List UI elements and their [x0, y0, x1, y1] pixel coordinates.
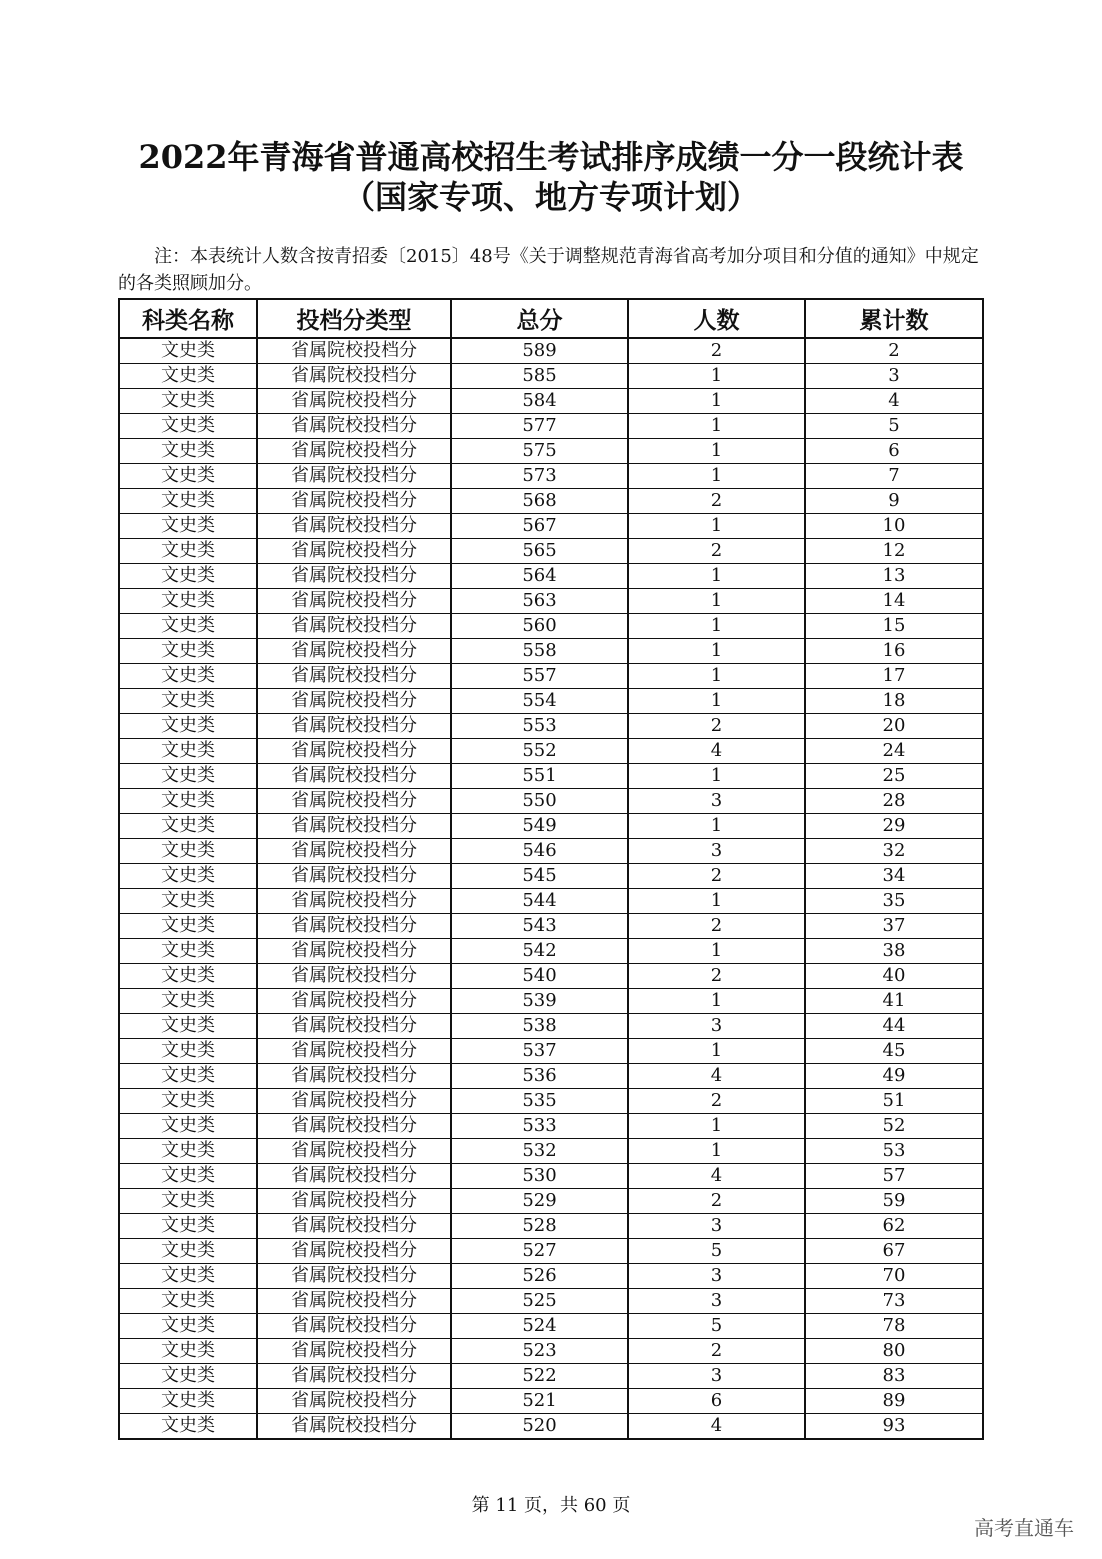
table-row — [119, 1289, 983, 1314]
table-row — [119, 789, 983, 814]
cell-count: 3 — [628, 1289, 805, 1314]
cell-total-score: 558 — [451, 639, 628, 664]
table-row — [119, 1039, 983, 1064]
cell-cumulative: 2 — [805, 338, 983, 364]
cell-category: 文史类 — [119, 1314, 257, 1339]
cell-category: 文史类 — [119, 1164, 257, 1189]
score-table — [118, 298, 984, 1440]
cell-category: 文史类 — [119, 689, 257, 714]
table-row — [119, 614, 983, 639]
cell-count: 5 — [628, 1314, 805, 1339]
page-subtitle: （国家专项、地方专项计划） — [342, 178, 759, 216]
cell-category: 文史类 — [119, 1114, 257, 1139]
cell-score-type: 省属院校投档分 — [257, 389, 451, 414]
cell-category: 文史类 — [119, 914, 257, 939]
cell-score-type: 省属院校投档分 — [257, 589, 451, 614]
cell-category: 文史类 — [119, 1064, 257, 1089]
cell-cumulative: 34 — [805, 864, 983, 889]
cell-category: 文史类 — [119, 514, 257, 539]
page-title: 2022年青海省普通高校招生考试排序成绩一分一段统计表 — [138, 138, 964, 176]
table-row — [119, 764, 983, 789]
cell-category: 文史类 — [119, 1339, 257, 1364]
cell-score-type: 省属院校投档分 — [257, 1364, 451, 1389]
cell-category: 文史类 — [119, 364, 257, 389]
cell-category: 文史类 — [119, 889, 257, 914]
cell-total-score: 528 — [451, 1214, 628, 1239]
table-row — [119, 539, 983, 564]
table-row — [119, 1364, 983, 1389]
table-row — [119, 864, 983, 889]
cell-category: 文史类 — [119, 1189, 257, 1214]
cell-count: 2 — [628, 338, 805, 364]
cell-count: 1 — [628, 614, 805, 639]
cell-score-type: 省属院校投档分 — [257, 639, 451, 664]
cell-total-score: 544 — [451, 889, 628, 914]
cell-count: 1 — [628, 664, 805, 689]
cell-score-type: 省属院校投档分 — [257, 1189, 451, 1214]
cell-score-type: 省属院校投档分 — [257, 1164, 451, 1189]
cell-score-type: 省属院校投档分 — [257, 939, 451, 964]
cell-category: 文史类 — [119, 989, 257, 1014]
table-row — [119, 689, 983, 714]
cell-cumulative: 15 — [805, 614, 983, 639]
table-row — [119, 439, 983, 464]
cell-total-score: 568 — [451, 489, 628, 514]
cell-category: 文史类 — [119, 939, 257, 964]
table-row — [119, 589, 983, 614]
cell-total-score: 554 — [451, 689, 628, 714]
cell-category: 文史类 — [119, 439, 257, 464]
cell-cumulative: 41 — [805, 989, 983, 1014]
cell-cumulative: 17 — [805, 664, 983, 689]
cell-score-type: 省属院校投档分 — [257, 889, 451, 914]
header-count: 人数 — [628, 299, 805, 338]
table-row — [119, 1089, 983, 1114]
cell-count: 1 — [628, 689, 805, 714]
cell-total-score: 549 — [451, 814, 628, 839]
cell-cumulative: 89 — [805, 1389, 983, 1414]
cell-cumulative: 80 — [805, 1339, 983, 1364]
cell-category: 文史类 — [119, 614, 257, 639]
cell-cumulative: 6 — [805, 439, 983, 464]
cell-total-score: 546 — [451, 839, 628, 864]
cell-score-type: 省属院校投档分 — [257, 514, 451, 539]
cell-total-score: 538 — [451, 1014, 628, 1039]
table-note: 注：本表统计人数含按青招委〔2015〕48号《关于调整规范青海省高考加分项目和分值的通知》中规定的各类照顾加分。 — [118, 246, 979, 294]
cell-score-type: 省属院校投档分 — [257, 614, 451, 639]
cell-total-score: 551 — [451, 764, 628, 789]
table-row — [119, 564, 983, 589]
cell-total-score: 564 — [451, 564, 628, 589]
cell-count: 1 — [628, 989, 805, 1014]
cell-category: 文史类 — [119, 1014, 257, 1039]
cell-score-type: 省属院校投档分 — [257, 1414, 451, 1440]
cell-cumulative: 7 — [805, 464, 983, 489]
cell-category: 文史类 — [119, 964, 257, 989]
cell-score-type: 省属院校投档分 — [257, 338, 451, 364]
cell-count: 1 — [628, 939, 805, 964]
cell-category: 文史类 — [119, 1414, 257, 1440]
cell-count: 1 — [628, 639, 805, 664]
cell-total-score: 524 — [451, 1314, 628, 1339]
cell-count: 2 — [628, 914, 805, 939]
cell-category: 文史类 — [119, 639, 257, 664]
cell-count: 5 — [628, 1239, 805, 1264]
cell-category: 文史类 — [119, 489, 257, 514]
cell-count: 1 — [628, 389, 805, 414]
cell-count: 3 — [628, 1014, 805, 1039]
table-row — [119, 1389, 983, 1414]
cell-count: 2 — [628, 714, 805, 739]
cell-count: 1 — [628, 1139, 805, 1164]
cell-total-score: 553 — [451, 714, 628, 739]
cell-category: 文史类 — [119, 464, 257, 489]
header-category: 科类名称 — [119, 299, 257, 338]
cell-count: 1 — [628, 439, 805, 464]
cell-category: 文史类 — [119, 1089, 257, 1114]
cell-count: 2 — [628, 964, 805, 989]
cell-category: 文史类 — [119, 1289, 257, 1314]
cell-count: 1 — [628, 464, 805, 489]
cell-total-score: 542 — [451, 939, 628, 964]
cell-cumulative: 49 — [805, 1064, 983, 1089]
cell-cumulative: 93 — [805, 1414, 983, 1440]
table-row — [119, 839, 983, 864]
cell-total-score: 560 — [451, 614, 628, 639]
cell-count: 1 — [628, 1039, 805, 1064]
table-row — [119, 714, 983, 739]
cell-category: 文史类 — [119, 814, 257, 839]
cell-count: 4 — [628, 1164, 805, 1189]
cell-count: 1 — [628, 889, 805, 914]
cell-cumulative: 32 — [805, 839, 983, 864]
table-row — [119, 639, 983, 664]
cell-total-score: 521 — [451, 1389, 628, 1414]
cell-cumulative: 24 — [805, 739, 983, 764]
cell-cumulative: 25 — [805, 764, 983, 789]
page-footer: 第 11 页，共 60 页 — [471, 1495, 631, 1516]
cell-category: 文史类 — [119, 389, 257, 414]
cell-cumulative: 37 — [805, 914, 983, 939]
cell-cumulative: 13 — [805, 564, 983, 589]
header-cumulative: 累计数 — [805, 299, 983, 338]
table-row — [119, 1189, 983, 1214]
cell-score-type: 省属院校投档分 — [257, 1064, 451, 1089]
cell-total-score: 527 — [451, 1239, 628, 1264]
header-score-type: 投档分类型 — [257, 299, 451, 338]
cell-score-type: 省属院校投档分 — [257, 1014, 451, 1039]
cell-total-score: 563 — [451, 589, 628, 614]
cell-count: 2 — [628, 864, 805, 889]
cell-category: 文史类 — [119, 739, 257, 764]
cell-score-type: 省属院校投档分 — [257, 1114, 451, 1139]
cell-score-type: 省属院校投档分 — [257, 839, 451, 864]
cell-score-type: 省属院校投档分 — [257, 564, 451, 589]
cell-total-score: 540 — [451, 964, 628, 989]
cell-cumulative: 3 — [805, 364, 983, 389]
cell-score-type: 省属院校投档分 — [257, 814, 451, 839]
cell-cumulative: 45 — [805, 1039, 983, 1064]
cell-count: 1 — [628, 564, 805, 589]
cell-count: 1 — [628, 364, 805, 389]
cell-count: 1 — [628, 764, 805, 789]
cell-cumulative: 44 — [805, 1014, 983, 1039]
cell-category: 文史类 — [119, 764, 257, 789]
cell-score-type: 省属院校投档分 — [257, 989, 451, 1014]
cell-total-score: 520 — [451, 1414, 628, 1440]
cell-cumulative: 67 — [805, 1239, 983, 1264]
cell-total-score: 543 — [451, 914, 628, 939]
table-row — [119, 664, 983, 689]
cell-score-type: 省属院校投档分 — [257, 864, 451, 889]
table-row — [119, 1114, 983, 1139]
cell-count: 3 — [628, 789, 805, 814]
cell-total-score: 525 — [451, 1289, 628, 1314]
cell-category: 文史类 — [119, 338, 257, 364]
cell-total-score: 577 — [451, 414, 628, 439]
cell-count: 1 — [628, 514, 805, 539]
cell-count: 1 — [628, 1114, 805, 1139]
cell-total-score: 552 — [451, 739, 628, 764]
cell-score-type: 省属院校投档分 — [257, 539, 451, 564]
cell-count: 2 — [628, 1189, 805, 1214]
cell-cumulative: 40 — [805, 964, 983, 989]
table-row — [119, 739, 983, 764]
cell-score-type: 省属院校投档分 — [257, 1239, 451, 1264]
cell-category: 文史类 — [119, 864, 257, 889]
cell-score-type: 省属院校投档分 — [257, 1089, 451, 1114]
cell-total-score: 536 — [451, 1064, 628, 1089]
table-row — [119, 889, 983, 914]
table-row — [119, 1014, 983, 1039]
table-row — [119, 1264, 983, 1289]
cell-cumulative: 52 — [805, 1114, 983, 1139]
cell-cumulative: 73 — [805, 1289, 983, 1314]
table-row — [119, 914, 983, 939]
cell-total-score: 522 — [451, 1364, 628, 1389]
cell-total-score: 533 — [451, 1114, 628, 1139]
table-header-row — [119, 299, 983, 338]
table-body — [119, 338, 983, 1439]
cell-count: 3 — [628, 1214, 805, 1239]
cell-category: 文史类 — [119, 414, 257, 439]
cell-category: 文史类 — [119, 1139, 257, 1164]
cell-cumulative: 62 — [805, 1214, 983, 1239]
cell-count: 2 — [628, 1089, 805, 1114]
cell-cumulative: 53 — [805, 1139, 983, 1164]
table-row — [119, 464, 983, 489]
cell-count: 1 — [628, 414, 805, 439]
cell-count: 4 — [628, 739, 805, 764]
cell-score-type: 省属院校投档分 — [257, 689, 451, 714]
cell-score-type: 省属院校投档分 — [257, 464, 451, 489]
cell-count: 3 — [628, 839, 805, 864]
table-row — [119, 1414, 983, 1440]
cell-total-score: 557 — [451, 664, 628, 689]
table-row — [119, 414, 983, 439]
cell-score-type: 省属院校投档分 — [257, 1389, 451, 1414]
cell-count: 2 — [628, 539, 805, 564]
cell-category: 文史类 — [119, 539, 257, 564]
cell-count: 2 — [628, 489, 805, 514]
cell-category: 文史类 — [119, 789, 257, 814]
cell-score-type: 省属院校投档分 — [257, 1339, 451, 1364]
table-row — [119, 489, 983, 514]
cell-cumulative: 83 — [805, 1364, 983, 1389]
cell-category: 文史类 — [119, 714, 257, 739]
cell-total-score: 535 — [451, 1089, 628, 1114]
cell-cumulative: 5 — [805, 414, 983, 439]
cell-count: 1 — [628, 814, 805, 839]
cell-cumulative: 18 — [805, 689, 983, 714]
cell-total-score: 523 — [451, 1339, 628, 1364]
corner-watermark: 高考直通车 — [974, 1516, 1074, 1540]
cell-total-score: 575 — [451, 439, 628, 464]
cell-count: 4 — [628, 1064, 805, 1089]
cell-total-score: 589 — [451, 338, 628, 364]
table-row — [119, 1239, 983, 1264]
cell-score-type: 省属院校投档分 — [257, 664, 451, 689]
cell-cumulative: 28 — [805, 789, 983, 814]
cell-score-type: 省属院校投档分 — [257, 1214, 451, 1239]
cell-score-type: 省属院校投档分 — [257, 1289, 451, 1314]
cell-cumulative: 78 — [805, 1314, 983, 1339]
cell-cumulative: 14 — [805, 589, 983, 614]
cell-score-type: 省属院校投档分 — [257, 914, 451, 939]
cell-score-type: 省属院校投档分 — [257, 1139, 451, 1164]
cell-score-type: 省属院校投档分 — [257, 1039, 451, 1064]
cell-score-type: 省属院校投档分 — [257, 364, 451, 389]
cell-category: 文史类 — [119, 589, 257, 614]
cell-score-type: 省属院校投档分 — [257, 964, 451, 989]
cell-total-score: 584 — [451, 389, 628, 414]
cell-cumulative: 51 — [805, 1089, 983, 1114]
table-row — [119, 1314, 983, 1339]
cell-category: 文史类 — [119, 1239, 257, 1264]
cell-total-score: 550 — [451, 789, 628, 814]
table-row — [119, 1064, 983, 1089]
cell-score-type: 省属院校投档分 — [257, 739, 451, 764]
cell-score-type: 省属院校投档分 — [257, 414, 451, 439]
cell-category: 文史类 — [119, 664, 257, 689]
cell-cumulative: 4 — [805, 389, 983, 414]
cell-cumulative: 59 — [805, 1189, 983, 1214]
table-row — [119, 1339, 983, 1364]
cell-total-score: 573 — [451, 464, 628, 489]
cell-category: 文史类 — [119, 564, 257, 589]
cell-count: 4 — [628, 1414, 805, 1440]
cell-count: 2 — [628, 1339, 805, 1364]
cell-score-type: 省属院校投档分 — [257, 764, 451, 789]
cell-total-score: 530 — [451, 1164, 628, 1189]
table-row — [119, 1214, 983, 1239]
table-row — [119, 364, 983, 389]
cell-cumulative: 20 — [805, 714, 983, 739]
cell-total-score: 537 — [451, 1039, 628, 1064]
cell-cumulative: 57 — [805, 1164, 983, 1189]
table-row — [119, 338, 983, 364]
cell-cumulative: 10 — [805, 514, 983, 539]
cell-category: 文史类 — [119, 1364, 257, 1389]
table-row — [119, 989, 983, 1014]
cell-total-score: 539 — [451, 989, 628, 1014]
table-row — [119, 1164, 983, 1189]
cell-total-score: 545 — [451, 864, 628, 889]
cell-count: 3 — [628, 1264, 805, 1289]
cell-score-type: 省属院校投档分 — [257, 439, 451, 464]
table-row — [119, 964, 983, 989]
cell-score-type: 省属院校投档分 — [257, 714, 451, 739]
header-total-score: 总分 — [451, 299, 628, 338]
cell-cumulative: 70 — [805, 1264, 983, 1289]
cell-total-score: 585 — [451, 364, 628, 389]
cell-total-score: 529 — [451, 1189, 628, 1214]
cell-total-score: 565 — [451, 539, 628, 564]
cell-cumulative: 35 — [805, 889, 983, 914]
cell-total-score: 532 — [451, 1139, 628, 1164]
table-row — [119, 1139, 983, 1164]
cell-score-type: 省属院校投档分 — [257, 1264, 451, 1289]
cell-cumulative: 38 — [805, 939, 983, 964]
table-row — [119, 939, 983, 964]
table-row — [119, 814, 983, 839]
cell-category: 文史类 — [119, 1039, 257, 1064]
cell-cumulative: 12 — [805, 539, 983, 564]
cell-cumulative: 29 — [805, 814, 983, 839]
cell-category: 文史类 — [119, 1264, 257, 1289]
cell-score-type: 省属院校投档分 — [257, 489, 451, 514]
cell-total-score: 567 — [451, 514, 628, 539]
cell-score-type: 省属院校投档分 — [257, 1314, 451, 1339]
cell-cumulative: 16 — [805, 639, 983, 664]
cell-cumulative: 9 — [805, 489, 983, 514]
cell-category: 文史类 — [119, 839, 257, 864]
cell-category: 文史类 — [119, 1214, 257, 1239]
cell-count: 1 — [628, 589, 805, 614]
cell-score-type: 省属院校投档分 — [257, 789, 451, 814]
cell-count: 3 — [628, 1364, 805, 1389]
cell-count: 6 — [628, 1389, 805, 1414]
table-row — [119, 514, 983, 539]
cell-total-score: 526 — [451, 1264, 628, 1289]
table-row — [119, 389, 983, 414]
cell-category: 文史类 — [119, 1389, 257, 1414]
